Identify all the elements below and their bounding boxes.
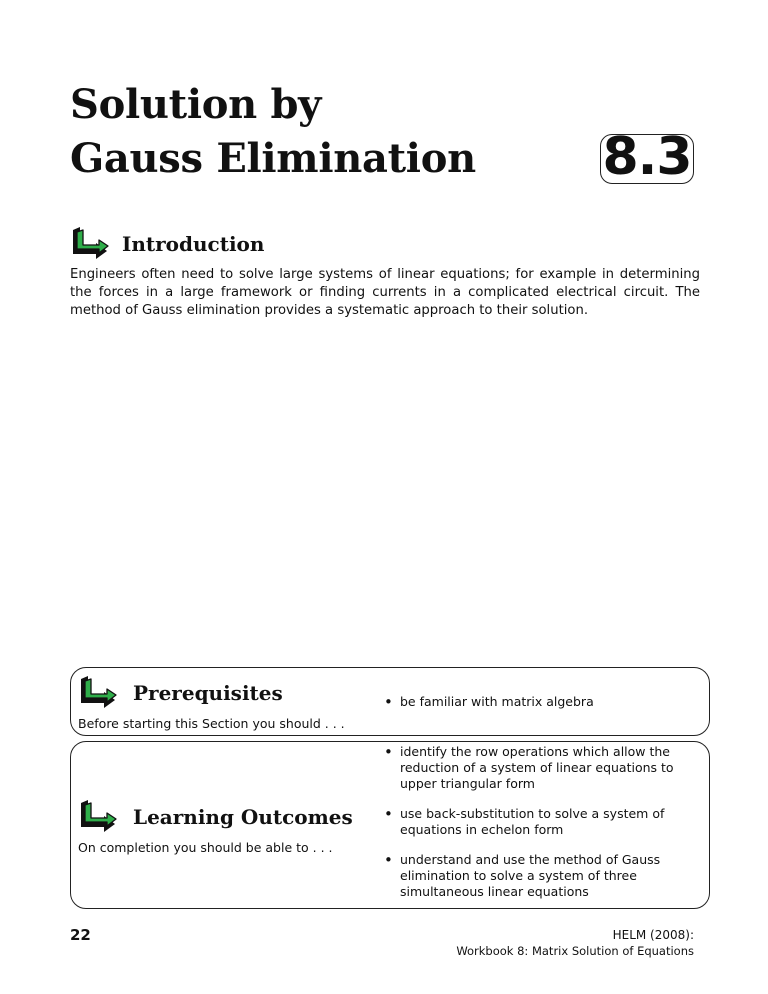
learning-outcomes-heading: Learning Outcomes — [133, 805, 353, 829]
page-title — [70, 78, 476, 186]
arrow-icon — [78, 797, 118, 833]
page-number: 22 — [70, 926, 91, 944]
title-line-1: Solution by — [70, 81, 322, 128]
prerequisites-heading: Prerequisites — [133, 681, 283, 705]
learning-outcomes-subtext: On completion you should be able to . . . — [78, 840, 333, 855]
prerequisites-list — [384, 694, 684, 710]
list-item: • identify the row operations which allow the reduction of a system of linear equations to upper triangular form — [384, 744, 684, 792]
list-item: • be familiar with matrix algebra — [384, 694, 684, 710]
section-number: 8.3 — [602, 127, 692, 187]
introduction-text: Engineers often need to solve large systems of linear equations; for example in determining the forces in a large framework or finding currents in a complicated electrical circuit. The method of Gauss elimination provides a systematic approach to their solution. — [70, 267, 700, 318]
footer-source-line-2: Workbook 8: Matrix Solution of Equations — [456, 944, 694, 958]
learning-outcomes-list — [384, 744, 684, 900]
arrow-icon — [78, 673, 118, 709]
list-item: • understand and use the method of Gauss elimination to solve a system of three simultaneous linear equations — [384, 852, 684, 900]
arrow-icon — [70, 224, 110, 260]
prerequisites-subtext: Before starting this Section you should . . . — [78, 716, 345, 731]
introduction-heading: Introduction — [122, 232, 265, 256]
list-item: • use back-substitution to solve a system of equations in echelon form — [384, 806, 684, 838]
title-line-2: Gauss Elimination — [70, 135, 476, 182]
footer-source-line-1: HELM (2008): — [612, 928, 694, 942]
